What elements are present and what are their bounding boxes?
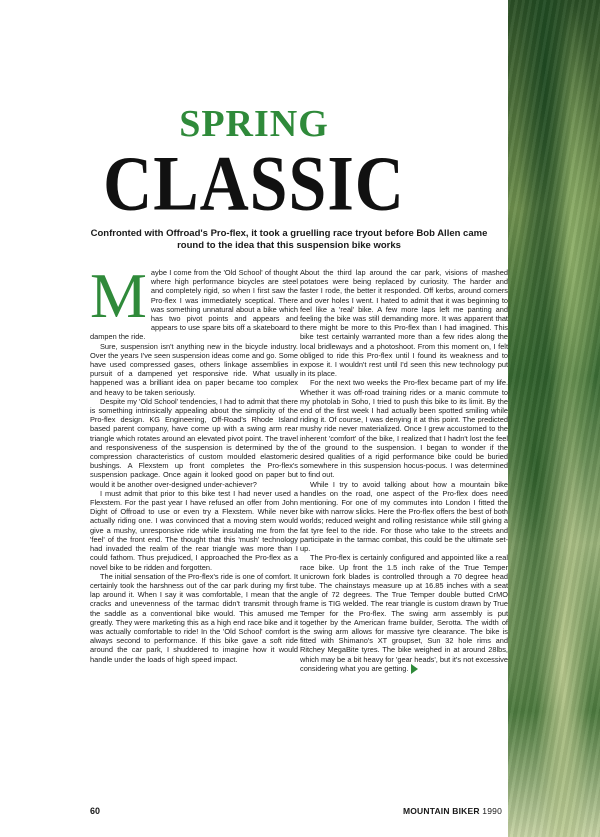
headline-spring: SPRING [179,103,329,145]
cyclist-photo-strip [508,0,600,837]
paragraph: Sure, suspension isn't anything new in the bicycle industry. Over the years I've seen suspension ideas come and go. Some have used compressed gases, others linkage assemblies in pursuit of a dampened yet responsive ride. What usually happened was a brilliant idea on paper became too complex and heavy to be taken seriously. [90,341,298,397]
paragraph: The initial sensation of the Pro-flex's ride is one of comfort. It certainly took the harshness out of the car park during my first lap around it. When I say it was comfortable, I mean that the cracks and unevenness of the tarmac didn't transmit through the saddle as a conventional bike would. This amused me greatly. They were marketing this as a high end race bike and it was actually comfortable to ride! In the 'Old School' comfort is always second to performance. If this bike gave a soft ride around the car park, I shuddered to imagine how it would handle under the loads of high speed impact. [90,571,298,664]
paragraph: Despite my 'Old School' tendencies, I had to admit that there is something intrinsically appealing about the simplicity of the Pro-flex design. KG Engineering, Off-Road's Rhode Island based parent company, have come up with a swing arm rear triangle which rotates around an elevated pivot point. The travel and responsiveness of the suspension is determined by the compression characteristics of custom moulded elastomeric bushings. A Flexstem up front completes the Pro-flex's suspension package. Once again it looked good on paper but would it be another over-designed under-achiever? [90,396,298,489]
paragraph: The Pro-flex is certainly configured and appointed like a real race bike. Up front the 1.5 inch rake of the True Temper unicrown fork blades is controlled through a 70 degree head tube. The chainstays measure up at 16.85 inches with a seat angle of 72 degrees. The True Temper double butted CrMO frame is TIG welded. The rear triangle is custom drawn by True Temper for the Pro-flex. The swing arm assembly is put together by the American frame builder, Serotta. The width of the swing arm allows for massive tyre clearance. The bike is fitted with Shimano's XT groupset, Sun 32 hole rims and Ritchey MegaBite tyres. The bike weighed in at around 28lbs, which may be a bit heavy for 'gear heads', but it's not excessive considering what you are getting. [300,553,508,673]
headline-classic: CLASSIC [103,139,405,227]
magazine-name: MOUNTAIN BIKER [402,806,480,816]
paragraph: While I try to avoid talking about how a mountain bike handles on the road, one aspect of the Pro-flex does need mentioning. For one of my commutes into London I fitted the bike with narrow slicks. Here the Pro-flex offers the best of both worlds; reduced weight and rolling resistance while still giving a fat tyre feel to the ride. For those who take to the streets and participate in the tarmac combat, this could be the ultimate set-up. [300,479,508,554]
left-column [90,268,298,808]
paragraph: About the third lap around the car park, visions of mashed potatoes were being replaced by curiosity. The harder and faster I rode, the better it responded. Off kerbs, around corners and over holes I went. I hated to admit that it was beginning to feel like a 'real' bike. A few more laps left me panting and feeling the bike was still demanding more. It was apparent that there might be more to this Pro-flex than I had imagined. This bike test certainly warranted more than a few rides along the local bridleways and a photoshoot. From this moment on, I felt obliged to ride this Pro-flex until I found its weakness and to expose it. I wouldn't rest until I'd seen this new technology put in its place. [300,268,508,379]
paragraph: Maybe I come from the 'Old School' of thought where high performance bicycles are steel and completely rigid, so when I first saw the Pro-flex I was immediately sceptical. There was something unnatural about a bike which has two pivot points and appears and appears to use spare bits off a skateboard to dampen the ride. [90,268,298,342]
paragraph: For the next two weeks the Pro-flex became part of my life. Whether it was off-road training rides or a manic commute to my photolab in Soho, I tried to push this bike to its limit. By the end of the first week I had actually been spotted smiling while riding it. Of course, I was denying it at this point. The predicted mushy ride never materialized. Once I grew accustomed to the inherent 'comfort' of the bike, I realized that I hadn't lost the feel of the ground to the suspension. I began to wonder if the desired qualities of a rigid performance bike could be buried somewhere in this suspension hocus-pocus. I was determined to find out. [300,378,508,480]
continue-arrow-icon [411,664,418,674]
standfirst: Confronted with Offroad's Pro-flex, it took a gruelling race tryout before Bob Allen came round to the idea that this suspension bike works [90,228,488,251]
issue-year: 1990 [482,806,502,816]
magazine-footer [308,806,502,816]
drop-cap: M [90,268,147,331]
page-number: 60 [90,806,101,816]
paragraph: I must admit that prior to this bike test I had never used a Flexstem. For the past year I have refused an offer from John Dight of Offroad to use or even try a Flexstem. While never actually riding one. I was convinced that a moving stem would give a mushy, unresponsive ride while insulating me from the 'feel' of the front end. The thought that this 'mush' technology had invaded the realm of the rear triangle was more than I could fathom. Thus prejudiced, I approached the Pro-flex as a novel bike to be ridden and forgotten. [90,488,298,572]
right-column [300,268,508,808]
